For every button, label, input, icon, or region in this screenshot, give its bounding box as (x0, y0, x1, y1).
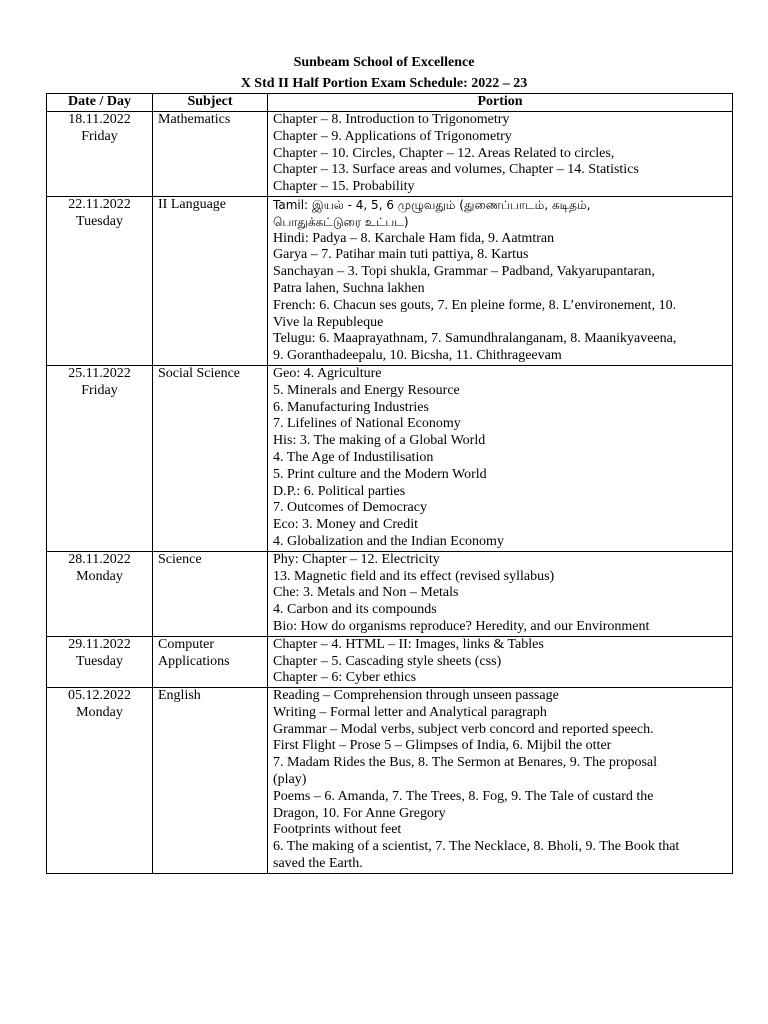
portion-line: Geo: 4. Agriculture (273, 365, 382, 381)
exam-day: Monday (76, 704, 123, 720)
table-row (47, 112, 733, 197)
portion-line: Chapter – 15. Probability (273, 179, 415, 195)
exam-date: 22.11.2022 (68, 196, 131, 212)
portion-line: 4. Globalization and the Indian Economy (273, 533, 504, 549)
subject-name: II Language (158, 196, 227, 212)
subject-name: Science (158, 551, 202, 567)
portion-line: Telugu: 6. Maaprayathnam, 7. Samundhralanganam, 8. Maanikyaveena, (273, 331, 677, 347)
date-cell (47, 636, 153, 687)
table-row (47, 551, 733, 636)
schedule-title: X Std II Half Portion Exam Schedule: 2022 – 23 (240, 76, 528, 91)
portion-line: 7. Madam Rides the Bus, 8. The Sermon at Benares, 9. The proposal (273, 755, 658, 771)
exam-day: Monday (76, 568, 123, 584)
portion-line: Chapter – 6: Cyber ethics (273, 670, 417, 686)
date-cell (47, 365, 153, 551)
table-row (47, 196, 733, 365)
portion-cell (268, 551, 733, 636)
portion-line: Chapter – 4. HTML – II: Images, links & Tables (273, 636, 544, 652)
table-row (47, 688, 733, 874)
exam-date: 28.11.2022 (68, 551, 131, 567)
subject-name: English (158, 688, 201, 704)
subject-cell (153, 112, 268, 197)
portion-cell (268, 365, 733, 551)
portion-line: Hindi: Padya – 8. Karchale Ham fida, 9. Aatmtran (273, 230, 555, 246)
exam-date: 25.11.2022 (68, 365, 131, 381)
portion-cell (268, 196, 733, 365)
portion-line: Bio: How do organisms reproduce? Heredity, and our Environment (273, 618, 650, 634)
table-header-row (47, 94, 733, 112)
portion-line: 5. Print culture and the Modern World (273, 466, 487, 482)
subject-cell (153, 551, 268, 636)
exam-day: Friday (81, 128, 118, 144)
date-cell (47, 688, 153, 874)
portion-line: Eco: 3. Money and Credit (273, 517, 419, 533)
subject-cell (153, 636, 268, 687)
portion-line: 5. Minerals and Energy Resource (273, 382, 460, 398)
portion-cell (268, 688, 733, 874)
portion-line: French: 6. Chacun ses gouts, 7. En pleine forme, 8. L’environement, 10. (273, 297, 677, 313)
column-header-portion: Portion (268, 94, 733, 112)
exam-day: Tuesday (76, 213, 123, 229)
date-cell (47, 551, 153, 636)
portion-line: 7. Outcomes of Democracy (273, 500, 427, 516)
column-header-date: Date / Day (47, 94, 153, 112)
portion-line: (play) (273, 772, 307, 788)
portion-line: Poems – 6. Amanda, 7. The Trees, 8. Fog, 9. The Tale of custard the (273, 788, 654, 804)
exam-day: Friday (81, 382, 118, 398)
exam-date: 18.11.2022 (68, 112, 131, 127)
portion-line: Vive la Republeque (273, 314, 384, 330)
portion-line: saved the Earth. (273, 856, 363, 872)
date-cell (47, 112, 153, 197)
date-cell (47, 196, 153, 365)
portion-line: 6. Manufacturing Industries (273, 399, 429, 415)
portion-line: பொதுக்கட்டுரை உட்பட) (273, 214, 409, 229)
subject-cell (153, 196, 268, 365)
portion-line: Chapter – 8. Introduction to Trigonometry (273, 112, 510, 127)
subject-name: Applications (158, 653, 230, 669)
portion-line: Grammar – Modal verbs, subject verb concord and reported speech. (273, 721, 654, 737)
subject-name: Mathematics (158, 112, 231, 127)
subject-name: Computer (158, 636, 214, 652)
portion-line: Chapter – 10. Circles, Chapter – 12. Areas Related to circles, (273, 145, 615, 161)
portion-line: 4. The Age of Industilisation (273, 449, 434, 465)
table-row (47, 636, 733, 687)
column-header-subject: Subject (153, 94, 268, 112)
portion-line: Dragon, 10. For Anne Gregory (273, 805, 446, 821)
portion-line: Chapter – 5. Cascading style sheets (css) (273, 653, 502, 669)
exam-date: 05.12.2022 (68, 688, 131, 704)
portion-line: Che: 3. Metals and Non – Metals (273, 585, 459, 601)
portion-line: Writing – Formal letter and Analytical paragraph (273, 704, 547, 720)
exam-schedule-table (46, 93, 733, 874)
portion-line: First Flight – Prose 5 – Glimpses of India, 6. Mijbil the otter (273, 738, 612, 754)
table-row (47, 365, 733, 551)
portion-line: Tamil: இயல் - 4, 5, 6 முழுவதும் (துணைப்பாடம், கடிதம், (273, 197, 591, 212)
portion-cell (268, 636, 733, 687)
portion-line: 6. The making of a scientist, 7. The Necklace, 8. Bholi, 9. The Book that (273, 839, 680, 855)
portion-line: 13. Magnetic field and its effect (revised syllabus) (273, 568, 555, 584)
portion-line: 9. Goranthadeepalu, 10. Bicsha, 11. Chithrageevam (273, 348, 562, 364)
school-name: Sunbeam School of Excellence (293, 55, 475, 70)
exam-day: Tuesday (76, 653, 123, 669)
subject-cell (153, 688, 268, 874)
portion-line: Chapter – 9. Applications of Trigonometry (273, 128, 512, 144)
portion-cell (268, 112, 733, 197)
portion-line: Phy: Chapter – 12. Electricity (273, 551, 440, 567)
exam-date: 29.11.2022 (68, 636, 131, 652)
subject-name: Social Science (158, 365, 241, 381)
portion-line: Garya – 7. Patihar main tuti pattiya, 8. Kartus (273, 247, 529, 263)
subject-cell (153, 365, 268, 551)
portion-line: Sanchayan – 3. Topi shukla, Grammar – Padband, Vakyarupantaran, (273, 264, 655, 280)
portion-line: Footprints without feet (273, 822, 402, 838)
portion-line: His: 3. The making of a Global World (273, 433, 486, 449)
portion-line: Patra lahen, Suchna lakhen (273, 280, 425, 296)
portion-line: D.P.: 6. Political parties (273, 483, 406, 499)
portion-line: Reading – Comprehension through unseen passage (273, 688, 559, 704)
portion-line: 4. Carbon and its compounds (273, 602, 437, 618)
portion-line: 7. Lifelines of National Economy (273, 416, 461, 432)
document-header (0, 52, 768, 94)
portion-line: Chapter – 13. Surface areas and volumes, Chapter – 14. Statistics (273, 162, 639, 178)
